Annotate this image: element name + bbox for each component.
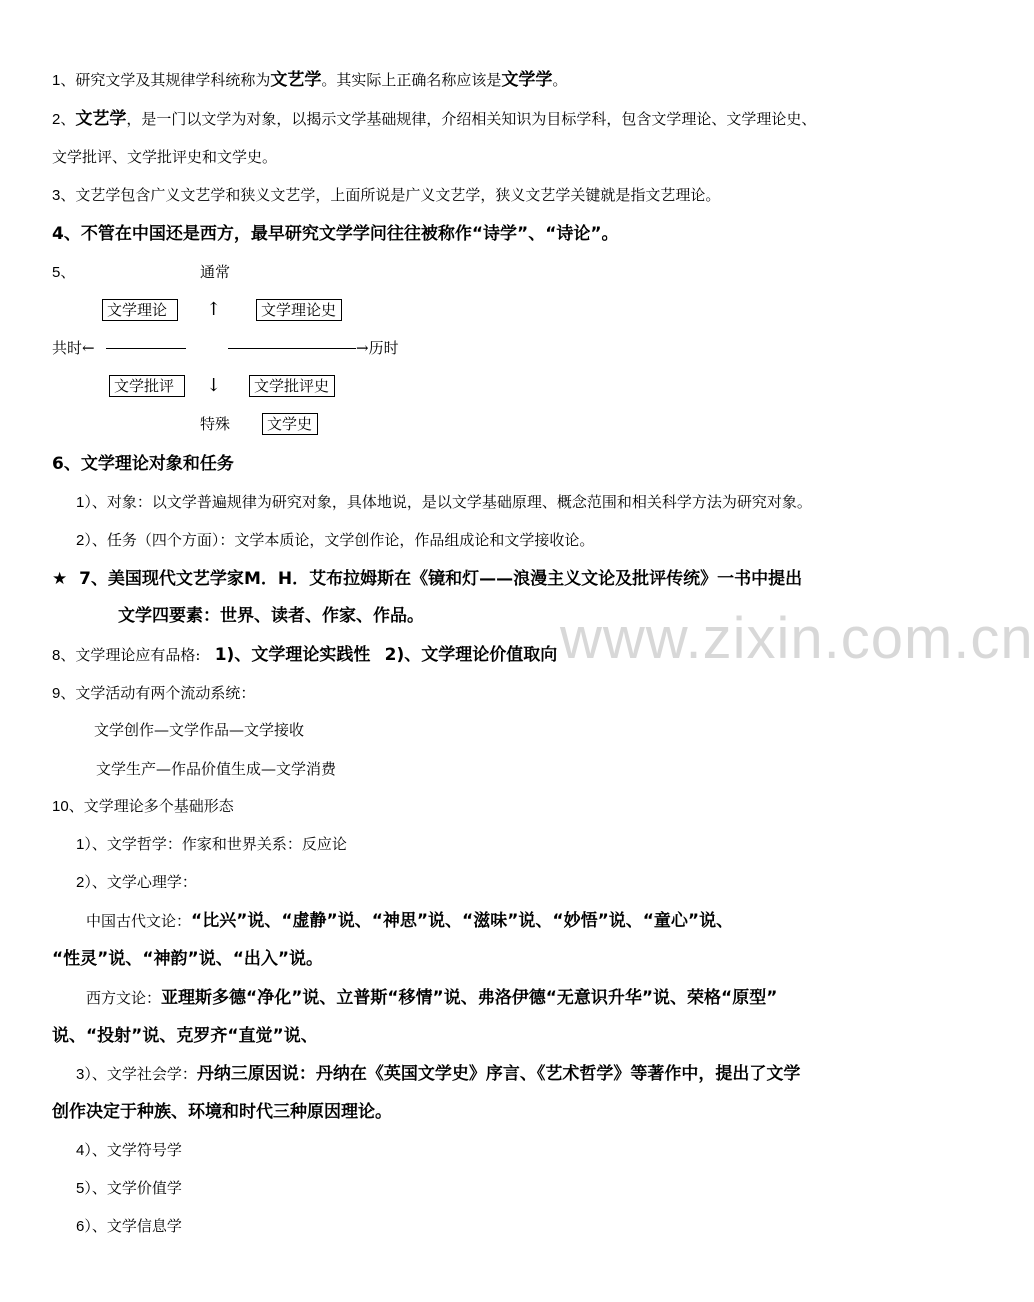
item-number: 7 — [79, 569, 91, 589]
bold-term: 1)、文学理论实践性 — [214, 645, 371, 665]
item-number: 2 — [76, 874, 85, 891]
item-10-1 — [76, 832, 347, 857]
item-4 — [52, 222, 619, 246]
western-theory-cont: 说、“投射”说、克罗齐“直觉”说、 — [52, 1026, 318, 1046]
axis-diachronic-label: →历时 — [356, 339, 399, 357]
item-number: 8 — [52, 647, 61, 664]
bold-term: 文艺学 — [75, 109, 127, 129]
flow-system-1: 文学创作—文学作品—文学接收 — [94, 721, 305, 739]
item-3 — [52, 183, 720, 208]
bold-text: 丹纳三原因说：丹纳在《英国文学史》序言、《艺术哲学》等著作中，提出了文学 — [196, 1064, 801, 1084]
item-text: 、不管在中国还是西方，最早研究文学学问往往被称作“诗学”、“诗论”。 — [63, 224, 619, 244]
axis-line-right — [228, 348, 356, 349]
item-text: ）、文学信息学 — [84, 1217, 182, 1235]
bold-term: 2)、文学理论价值取向 — [384, 645, 558, 665]
item-10-2 — [76, 870, 197, 895]
flow-system-2: 文学生产—作品价值生成—文学消费 — [96, 760, 337, 778]
item-text: ）、任务（四个方面）：文学本质论，文学创作论，作品组成论和文学接收论。 — [84, 531, 595, 549]
item-2 — [52, 107, 816, 132]
axis-line-left — [106, 348, 186, 349]
item-7-cont: 文学四要素：世界、读者、作家、作品。 — [118, 606, 424, 626]
item-number: 9 — [52, 685, 61, 702]
item-6-1 — [76, 490, 812, 515]
bold-term: 文艺学 — [270, 70, 322, 90]
item-text: 。 — [552, 71, 568, 89]
box-literary-criticism-history: 文学批评史 — [249, 375, 335, 397]
item-number: 4 — [52, 224, 64, 244]
item-number: 1 — [76, 494, 85, 511]
item-7 — [52, 567, 802, 591]
item-text: 、 — [60, 110, 76, 128]
item-text: M．H． — [243, 569, 310, 589]
chinese-theory-cont: “性灵”说、“神韵”说、“出入”说。 — [52, 949, 324, 969]
item-10-4 — [76, 1138, 182, 1163]
item-number: 5 — [52, 264, 61, 281]
item-text: ）、文学哲学：作家和世界关系：反应论 — [84, 835, 347, 853]
chinese-theory-line — [86, 909, 733, 933]
item-text: 、文学理论应有品格: — [60, 646, 201, 664]
item-text: ）、文学心理学： — [84, 873, 197, 891]
star-icon: ★ — [52, 569, 68, 589]
box-literary-history: 文学史 — [262, 413, 318, 435]
item-number: 2 — [52, 111, 61, 128]
diagram-bottom-label: 特殊 — [200, 415, 231, 433]
item-5 — [52, 260, 75, 285]
western-theory-text: 亚理斯多德“净化”说、立普斯“移情”说、弗洛伊德“无意识升华”说、荣格“原型” — [161, 988, 778, 1008]
item-text: 、美国现代文艺学家 — [90, 569, 244, 589]
item-number: 4 — [76, 1142, 85, 1159]
item-2-cont: 文学批评、文学批评史和文学史。 — [52, 148, 278, 166]
item-text: 、文学理论多个基础形态 — [68, 797, 234, 815]
box-literary-criticism: 文学批评 — [109, 375, 185, 397]
item-10-6 — [76, 1214, 182, 1239]
western-theory-line — [86, 986, 777, 1010]
item-10-3-cont: 创作决定于种族、环境和时代三种原因理论。 — [52, 1102, 392, 1122]
item-text: 、 — [60, 263, 76, 281]
chinese-theory-label: 中国古代文论： — [86, 912, 192, 930]
item-number: 1 — [52, 72, 61, 89]
down-arrow-icon: ↓ — [206, 375, 222, 396]
item-text: 、文学理论对象和任务 — [63, 454, 234, 474]
item-number: 3 — [76, 1066, 85, 1083]
item-number: 6 — [76, 1218, 85, 1235]
item-text: 艾布拉姆斯在《镜和灯——浪漫主义文论及批评传统》一书中提出 — [309, 569, 803, 589]
item-number: 10 — [52, 798, 69, 815]
box-literary-theory-history: 文学理论史 — [256, 299, 342, 321]
item-text: 、文艺学包含广义文艺学和狭义文艺学，上面所说是广义文艺学，狭义文艺学关键就是指文艺理论。 — [60, 186, 721, 204]
item-text: ）、文学符号学 — [84, 1141, 182, 1159]
item-text: ）、文学价值学 — [84, 1179, 182, 1197]
item-number: 1 — [76, 836, 85, 853]
item-number: 5 — [76, 1180, 85, 1197]
item-text: 。其实际上正确名称应该是 — [321, 71, 502, 89]
item-number: 2 — [76, 532, 85, 549]
chinese-theory-text: “比兴”说、“虚静”说、“神思”说、“滋味”说、“妙悟”说、“童心”说、 — [191, 911, 734, 931]
item-text: ，是一门以文学为对象，以揭示文学基础规律，介绍相关知识为目标学科，包含文学理论、文学理论史、 — [126, 110, 817, 128]
item-6 — [52, 452, 234, 476]
item-text: 、文学活动有两个流动系统： — [60, 684, 256, 702]
up-arrow-icon: ↑ — [206, 299, 222, 320]
item-text: ）、文学社会学： — [84, 1065, 197, 1083]
western-theory-label: 西方文论： — [86, 989, 162, 1007]
diagram-top-label: 通常 — [200, 263, 231, 281]
item-10-3 — [76, 1062, 800, 1087]
item-6-2 — [76, 528, 594, 553]
item-8 — [52, 643, 557, 668]
axis-synchronic-label: 共时← — [52, 339, 95, 357]
item-text: ）、对象：以文学普遍规律为研究对象，具体地说，是以文学基础原理、概念范围和相关科学方法为研究对象。 — [84, 493, 812, 511]
item-text: 、研究文学及其规律学科统称为 — [60, 71, 271, 89]
box-literary-theory: 文学理论 — [102, 299, 178, 321]
item-number: 3 — [52, 187, 61, 204]
item-10 — [52, 794, 234, 819]
item-10-5 — [76, 1176, 182, 1201]
watermark: www.zixin.com.cn — [560, 606, 1034, 671]
item-9 — [52, 681, 255, 706]
bold-term: 文学学 — [501, 70, 553, 90]
item-number: 6 — [52, 454, 64, 474]
item-1 — [52, 68, 567, 93]
